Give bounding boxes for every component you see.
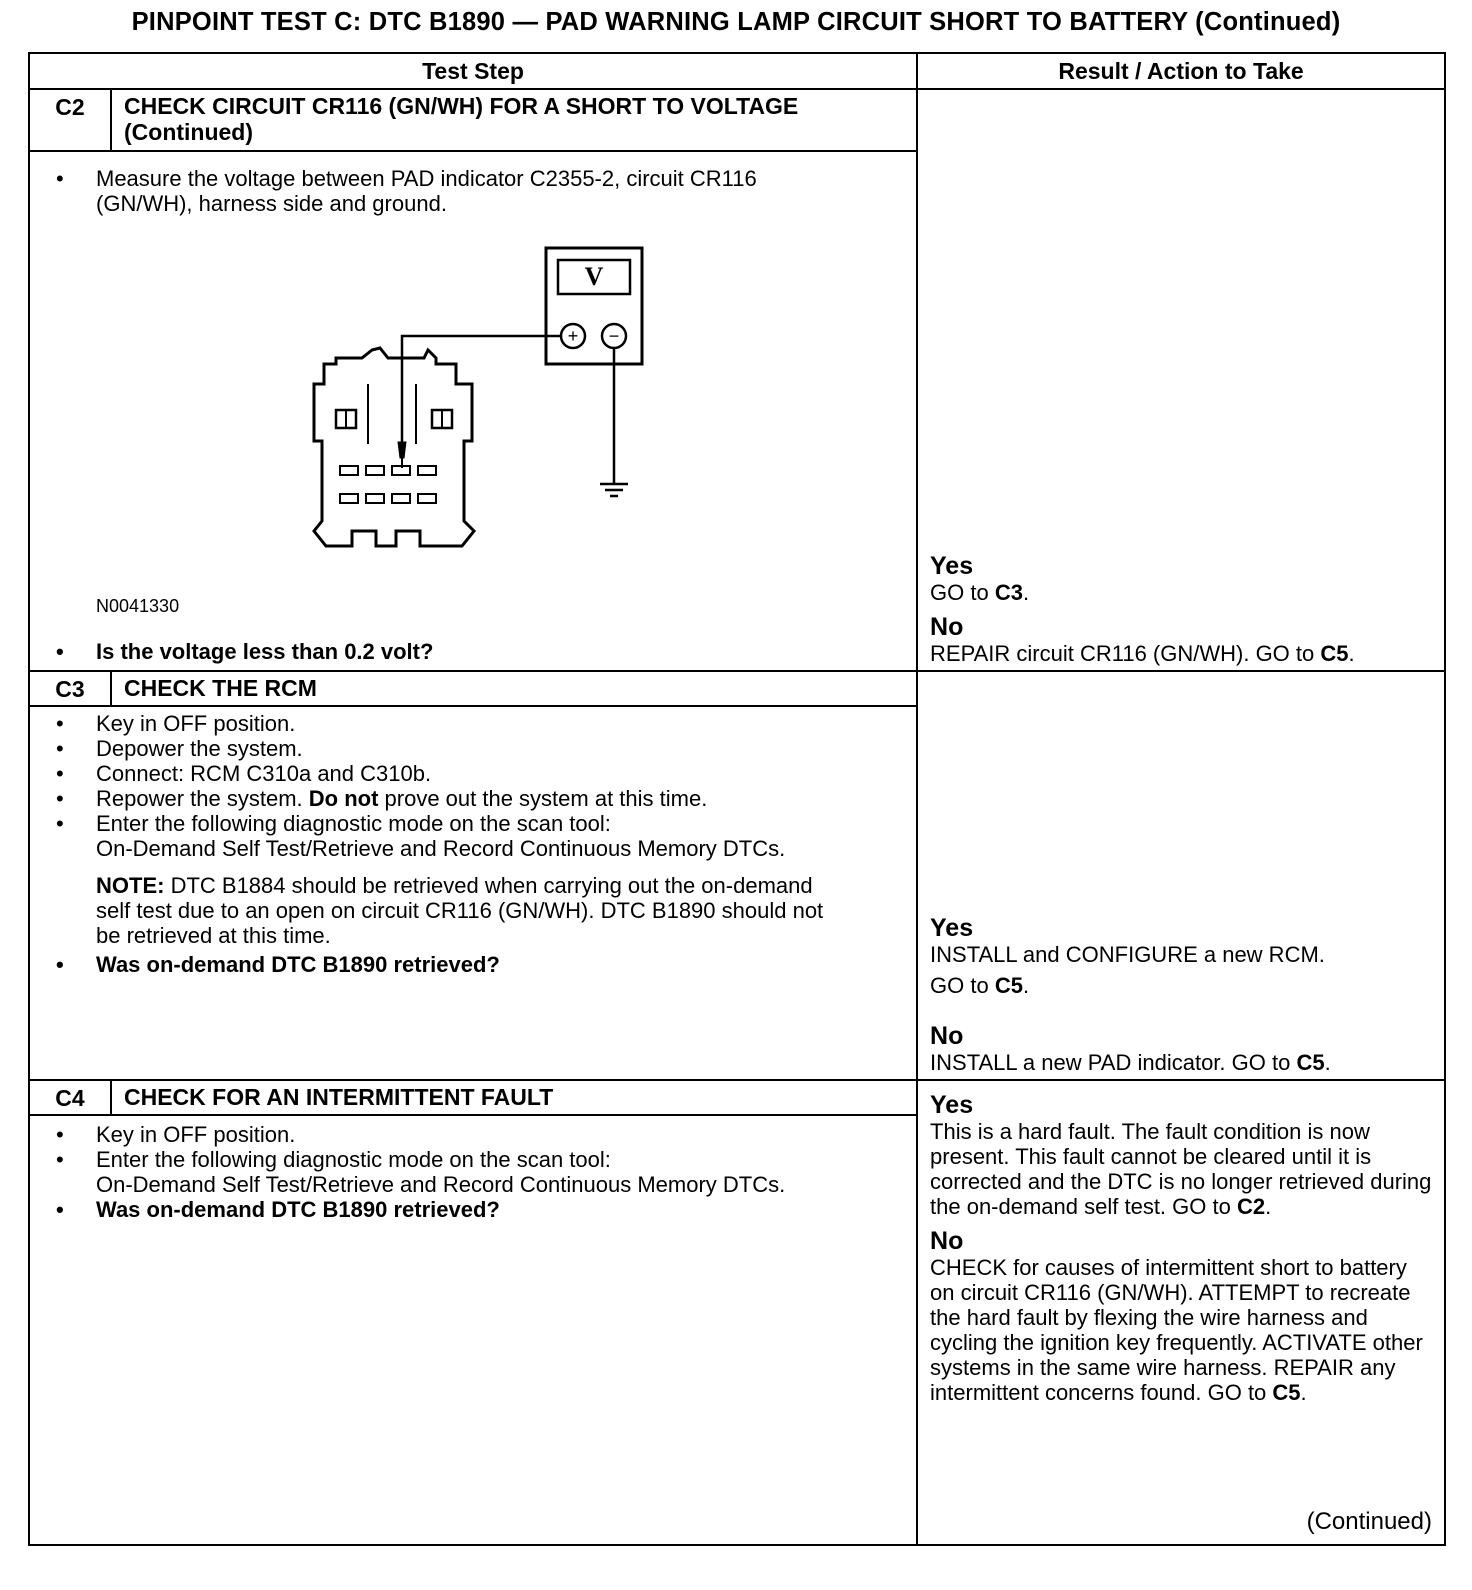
connector-c2355-icon [314, 348, 474, 546]
step-c3-result [917, 671, 1445, 1080]
instruction-question: • Was on-demand DTC B1890 retrieved? [96, 952, 876, 977]
meter-label: V [584, 262, 604, 291]
instruction-bullet: • Depower the system. [96, 736, 856, 761]
yes-action: GO to C3. [930, 580, 1030, 605]
yes-action: This is a hard fault. The fault condition is now present. This fault cannot be cleared until it is corrected and the DTC is no longer retrieved during the on-demand self test. GO to C2. [930, 1119, 1432, 1219]
yes-label: Yes [930, 1091, 974, 1119]
step-body [29, 151, 917, 671]
pinpoint-test-table [28, 52, 1446, 1546]
step-number: C3 [29, 671, 111, 706]
plus-terminal: + [567, 326, 579, 346]
test-step-header: Test Step [29, 53, 917, 89]
instruction-question: • Was on-demand DTC B1890 retrieved? [96, 1197, 856, 1222]
instruction-bullet: • Key in OFF position. [96, 711, 856, 736]
note: NOTE: DTC B1884 should be retrieved when carrying out the on-demand self test due to an open on circuit CR116 (GN/WH). DTC B1890 should not be retrieved at this time. [96, 873, 824, 948]
yes-goto: GO to C5. [930, 973, 1030, 998]
yes-label: Yes [930, 914, 974, 942]
step-c4-heading-row [29, 1080, 1445, 1115]
step-c2-result [917, 89, 1445, 671]
no-action: CHECK for causes of intermittent short to battery on circuit CR116 (GN/WH). ATTEMPT to recreate the hard fault by flexing the wire harness and cycling the ignition key frequently. ACTIVATE other systems in the same wire harness. REPAIR any intermittent concerns found. GO to C5. [930, 1255, 1423, 1405]
result-header: Result / Action to Take [917, 53, 1445, 89]
figure-id: N0041330 [96, 596, 180, 616]
instruction-bullet: • Repower the system. Do not prove out the system at this time. [96, 786, 856, 811]
step-heading: CHECK THE RCM [111, 671, 917, 706]
step-c4-result [917, 1080, 1445, 1545]
continued-label: (Continued) [1306, 1508, 1432, 1535]
no-action: INSTALL a new PAD indicator. GO to C5. [930, 1050, 1331, 1075]
instruction-bullet: • Enter the following diagnostic mode on the scan tool: On-Demand Self Test/Retrieve and Record Continuous Memory DTCs. [96, 1147, 856, 1197]
instruction-bullet: • Enter the following diagnostic mode on the scan tool: On-Demand Self Test/Retrieve and Record Continuous Memory DTCs. [96, 811, 856, 861]
table-header-row [29, 53, 1445, 89]
step-heading: CHECK CIRCUIT CR116 (GN/WH) FOR A SHORT TO VOLTAGE (Continued) [111, 89, 917, 151]
instruction-bullet: • Key in OFF position. [96, 1122, 856, 1147]
minus-terminal: − [608, 326, 620, 346]
step-number: C2 [29, 89, 111, 151]
step-c2-heading-row [29, 89, 1445, 151]
yes-label: Yes [930, 552, 974, 580]
step-c3-heading-row [29, 671, 1445, 706]
step-heading: CHECK FOR AN INTERMITTENT FAULT [111, 1080, 917, 1115]
step-body [29, 706, 917, 1080]
instruction-bullet: • Measure the voltage between PAD indicator C2355-2, circuit CR116 (GN/WH), harness side and ground. [96, 166, 796, 216]
no-label: No [930, 613, 964, 641]
step-body [29, 1115, 917, 1545]
no-label: No [930, 1227, 964, 1255]
no-action: REPAIR circuit CR116 (GN/WH). GO to C5. [930, 641, 1355, 666]
instruction-question: • Is the voltage less than 0.2 volt? [96, 639, 876, 664]
yes-action: INSTALL and CONFIGURE a new RCM. [930, 942, 1325, 967]
no-label: No [930, 1022, 964, 1050]
instruction-bullet: • Connect: RCM C310a and C310b. [96, 761, 856, 786]
step-number: C4 [29, 1080, 111, 1115]
voltmeter-connector-diagram [296, 246, 716, 586]
page-title: PINPOINT TEST C: DTC B1890 — PAD WARNING LAMP CIRCUIT SHORT TO BATTERY (Continued) [131, 8, 1341, 36]
